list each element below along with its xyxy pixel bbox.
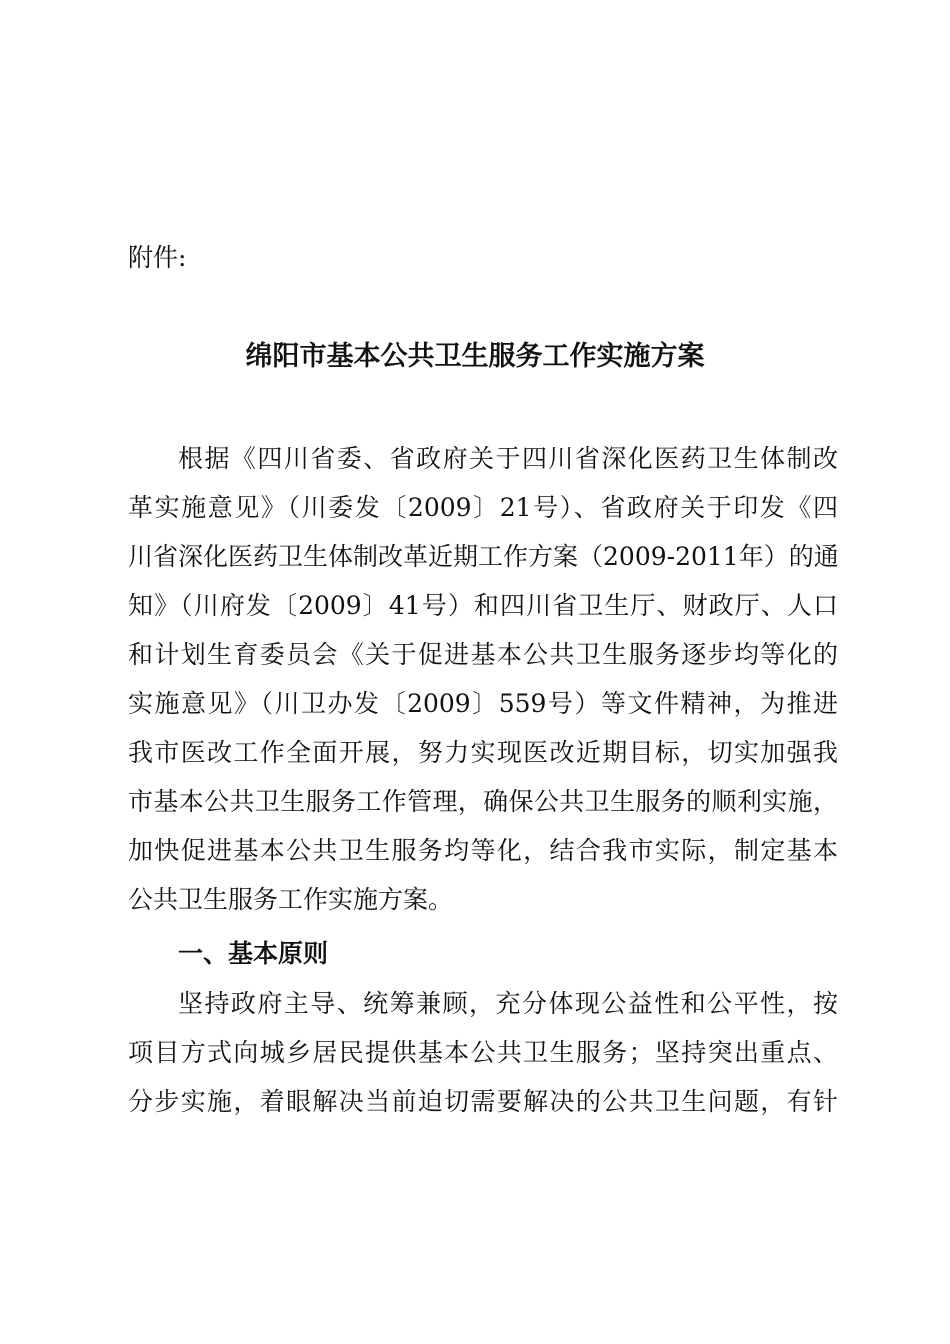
paragraph-1-line-4: 知》（川府发〔2009〕41号）和四川省卫生厅、财政厅、人口 [128,591,838,620]
paragraph-1-line-10: 公共卫生服务工作实施方案。 [128,885,454,914]
document-title: 绵阳市基本公共卫生服务工作实施方案 [245,341,705,372]
paragraph-1-line-1: 根据《四川省委、省政府关于四川省深化医药卫生体制改 [178,444,838,473]
attachment-label: 附件: [128,243,187,272]
paragraph-2-line-2: 项目方式向城乡居民提供基本公共卫生服务；坚持突出重点、 [128,1038,838,1067]
section-1-heading: 一、基本原则 [178,939,329,968]
paragraph-1-line-9: 加快促进基本公共卫生服务均等化，结合我市实际，制定基本 [128,836,838,865]
paragraph-2-line-3: 分步实施，着眼解决当前迫切需要解决的公共卫生问题，有针 [128,1087,838,1116]
paragraph-1-line-7: 我市医改工作全面开展，努力实现医改近期目标，切实加强我 [128,738,838,767]
paragraph-2-line-1: 坚持政府主导、统筹兼顾，充分体现公益性和公平性，按 [178,989,838,1018]
paragraph-1-line-3: 川省深化医药卫生体制改革近期工作方案（2009-2011年）的通 [128,542,839,571]
paragraph-1-line-2: 革实施意见》（川委发〔2009〕21号）、省政府关于印发《四 [128,493,838,522]
paragraph-1-line-8: 市基本公共卫生服务工作管理，确保公共卫生服务的顺利实施， [128,787,838,816]
paragraph-1-line-5: 和计划生育委员会《关于促进基本公共卫生服务逐步均等化的 [128,640,838,669]
paragraph-1-line-6: 实施意见》（川卫办发〔2009〕559号）等文件精神，为推进 [128,689,838,718]
